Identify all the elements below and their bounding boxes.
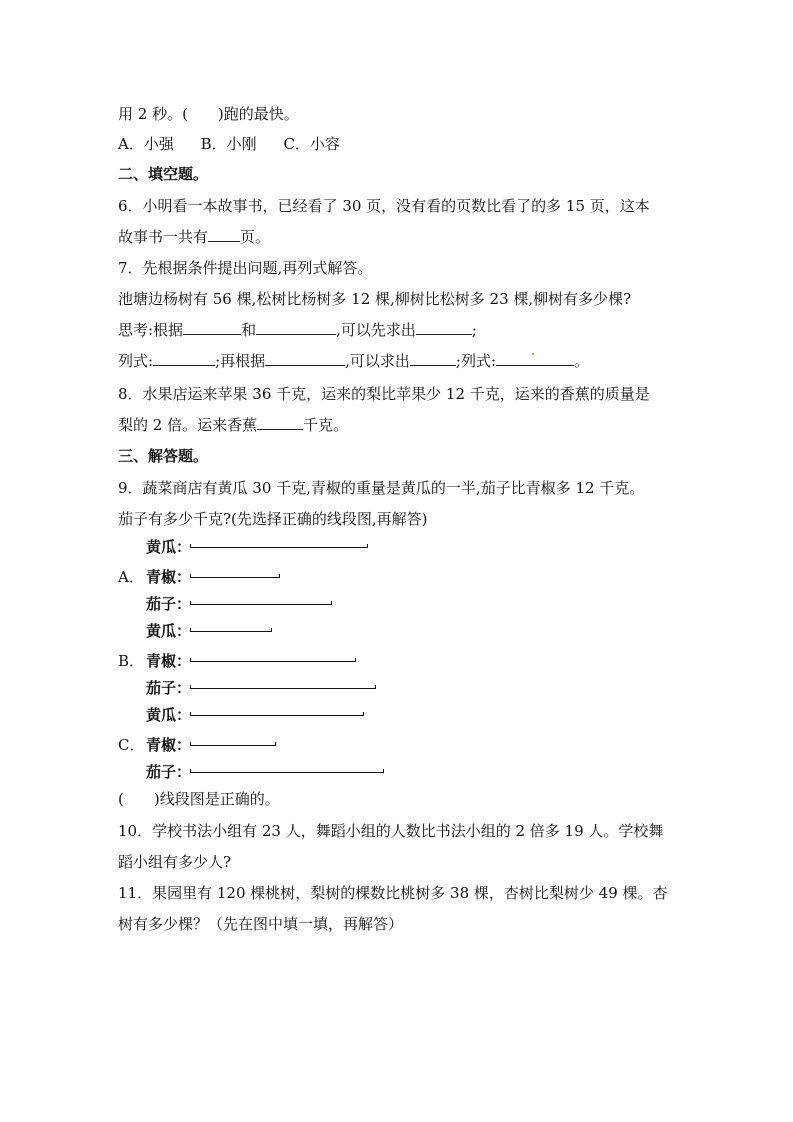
q9-option-c-row3 — [118, 761, 418, 781]
q11-line2: 树有多少棵？（先在图中填一填，再解答） — [118, 915, 404, 933]
q6-text-end: 页。 — [240, 228, 271, 246]
q9-b-pepper-segment — [190, 661, 356, 662]
q8-text: 梨的 2 倍。运来香蕉 — [118, 416, 258, 434]
q9-c-cucumber-segment — [190, 715, 364, 716]
q9-c-label-eggplant: 茄子： — [146, 763, 192, 781]
q9-a-label-pepper: 青椒： — [146, 568, 192, 586]
q6-line2 — [118, 227, 270, 247]
q7-blank-second-result[interactable] — [410, 351, 456, 366]
q9-reference-row — [118, 536, 418, 556]
q9-c-pepper-segment — [190, 745, 276, 746]
q9-a-pepper-segment — [190, 577, 280, 578]
q7-line1: 7．先根据条件提出问题,再列式解答。 — [118, 259, 373, 277]
q7-think-end: ; — [471, 321, 477, 339]
q7-calc-formula: ;列式: — [455, 352, 497, 370]
q9-option-c-row2 — [118, 734, 418, 754]
q9-a-eggplant-segment — [190, 604, 332, 605]
q7-think-and: 和 — [241, 321, 257, 339]
q9-option-b-row2 — [118, 650, 418, 670]
q7-think-line — [118, 320, 477, 340]
q9-line2: 茄子有多少千克?(先选择正确的线段图,再解答) — [118, 510, 428, 528]
q7-blank-formula-2[interactable] — [496, 351, 560, 366]
q7-calc-find: ,可以求出 — [345, 352, 410, 370]
q5-option-b: B．小刚 — [200, 135, 257, 153]
q7-blank-condition-2[interactable] — [256, 320, 336, 335]
q9-ref-segment — [190, 547, 368, 548]
section-title-solve: 三、解答题。 — [118, 447, 209, 465]
q7-blank-tail[interactable] — [560, 351, 574, 366]
q9-b-eggplant-segment — [190, 688, 376, 689]
q9-option-a-letter[interactable]: A． — [118, 568, 144, 586]
q8-text-end: 千克。 — [303, 416, 349, 434]
q7-calc-end: 。 — [574, 352, 590, 370]
q9-a-label-eggplant: 茄子： — [146, 595, 192, 613]
q9-b-label-eggplant: 茄子： — [146, 679, 192, 697]
section-title-fill-in: 二、填空题。 — [118, 165, 209, 183]
q9-option-a-row1 — [118, 566, 418, 586]
q10-line1: 10．学校书法小组有 23 人，舞蹈小组的人数比书法小组的 2 倍多 19 人。学校舞 — [118, 822, 664, 840]
q7-blank-formula-1[interactable] — [153, 351, 215, 366]
q9-option-b-letter[interactable]: B． — [118, 652, 145, 670]
q9-option-b-row1 — [118, 620, 418, 640]
q9-b-label-cucumber: 黄瓜： — [146, 622, 192, 640]
q11-line1: 11．果园里有 120 棵桃树，梨树的棵数比桃树多 38 棵，杏树比梨树少 49 棵。杏 — [118, 884, 668, 902]
q8-line2 — [118, 415, 348, 435]
q5-options — [118, 134, 362, 154]
q9-b-cucumber-segment — [190, 631, 272, 632]
q8-line1: 8．水果店运来苹果 36 千克，运来的梨比苹果少 12 千克，运来的香蕉的质量是 — [118, 385, 650, 403]
q7-blank-first-result[interactable] — [416, 320, 472, 335]
q8-answer-blank[interactable] — [257, 415, 303, 430]
q9-c-label-pepper: 青椒： — [146, 736, 192, 754]
q7-blank-condition-1[interactable] — [183, 320, 241, 335]
q7-think-first: ,可以先求出 — [336, 321, 416, 339]
q7-calc-text: 列式: — [118, 352, 154, 370]
q9-option-a-row2 — [118, 593, 418, 613]
q9-option-c-row1 — [118, 704, 418, 724]
q9-ref-label: 黄瓜： — [146, 538, 192, 556]
q9-c-label-cucumber: 黄瓜： — [146, 706, 192, 724]
q6-line1: 6．小明看一本故事书，已经看了 30 页，没有看的页数比看了的多 15 页，这本 — [118, 197, 650, 215]
q7-think-text: 思考:根据 — [118, 321, 184, 339]
q7-calc-then: ;再根据 — [215, 352, 266, 370]
q9-option-c-letter[interactable]: C． — [118, 736, 145, 754]
q7-calc-line — [118, 351, 589, 371]
q10-line2: 蹈小组有多少人? — [118, 853, 232, 871]
q5-option-a: A．小强 — [118, 135, 174, 153]
q9-line1: 9．蔬菜商店有黄瓜 30 千克,青椒的重量是黄瓜的一半,茄子比青椒多 12 千克。 — [118, 479, 645, 497]
q7-blank-condition-3[interactable] — [265, 351, 345, 366]
q9-answer-line: ( )线段图是正确的。 — [118, 790, 280, 808]
q6-answer-blank[interactable] — [208, 227, 240, 242]
q9-b-label-pepper: 青椒： — [146, 652, 192, 670]
q5-line: 用 2 秒。( )跑的最快。 — [118, 105, 299, 123]
q5-option-c: C．小容 — [283, 135, 340, 153]
q9-option-b-row3 — [118, 677, 418, 697]
q6-text: 故事书一共有 — [118, 228, 209, 246]
q7-line2: 池塘边杨树有 56 棵,松树比杨树多 12 棵,柳树比松树多 23 棵,柳树有多少棵? — [118, 290, 632, 308]
q9-c-eggplant-segment — [190, 772, 384, 773]
